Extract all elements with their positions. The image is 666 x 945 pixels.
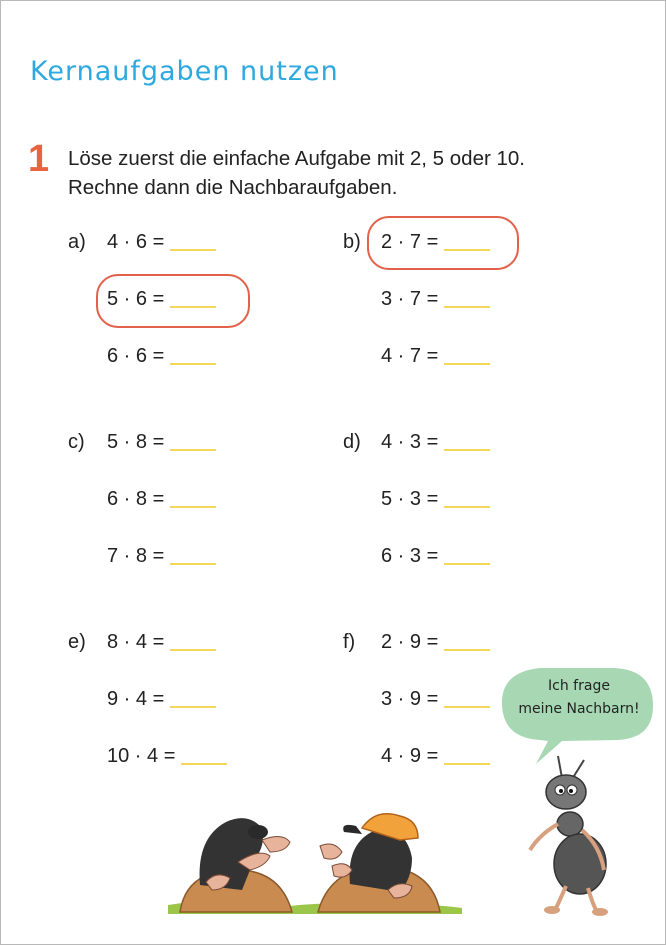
mole-left-illustration xyxy=(180,818,292,912)
exercise-d-2: 5 · 3 = xyxy=(381,488,490,511)
page-title: Kernaufgaben nutzen xyxy=(30,56,339,87)
mole-right-illustration xyxy=(318,814,440,912)
exercise-f-3: 4 · 9 = xyxy=(381,745,490,768)
exercise-a-1: 4 · 6 = xyxy=(107,231,216,254)
group-d-label: d) xyxy=(343,431,361,453)
exercise-e-1: 8 · 4 = xyxy=(107,631,216,654)
exercise-d-1: 4 · 3 = xyxy=(381,431,490,454)
instruction-line-1: Löse zuerst die einfache Aufgabe mit 2, 5 oder 10. xyxy=(68,147,525,170)
exercise-e-2: 9 · 4 = xyxy=(107,688,216,711)
instruction-line-2: Rechne dann die Nachbaraufgaben. xyxy=(68,176,398,199)
exercise-b-1: 2 · 7 = xyxy=(381,231,490,254)
exercise-b-2: 3 · 7 = xyxy=(381,288,490,311)
group-b-label: b) xyxy=(343,231,361,253)
exercise-c-1: 5 · 8 = xyxy=(107,431,216,454)
group-c-label: c) xyxy=(68,431,85,453)
exercise-f-1: 2 · 9 = xyxy=(381,631,490,654)
group-f-label: f) xyxy=(343,631,356,653)
exercise-e-3: 10 · 4 = xyxy=(107,745,227,768)
exercise-f-2: 3 · 9 = xyxy=(381,688,490,711)
exercise-b-3: 4 · 7 = xyxy=(381,345,490,368)
bubble-line-1: Ich frage xyxy=(548,678,610,694)
ant-illustration xyxy=(530,756,608,916)
task-number: 1 xyxy=(28,138,50,180)
exercise-a-3: 6 · 6 = xyxy=(107,345,216,368)
exercise-d-3: 6 · 3 = xyxy=(381,545,490,568)
exercise-c-2: 6 · 8 = xyxy=(107,488,216,511)
bubble-line-2: meine Nachbarn! xyxy=(518,701,640,717)
exercise-c-3: 7 · 8 = xyxy=(107,545,216,568)
exercise-a-2: 5 · 6 = xyxy=(107,288,216,311)
group-a-label: a) xyxy=(68,231,86,253)
group-e-label: e) xyxy=(68,631,86,653)
